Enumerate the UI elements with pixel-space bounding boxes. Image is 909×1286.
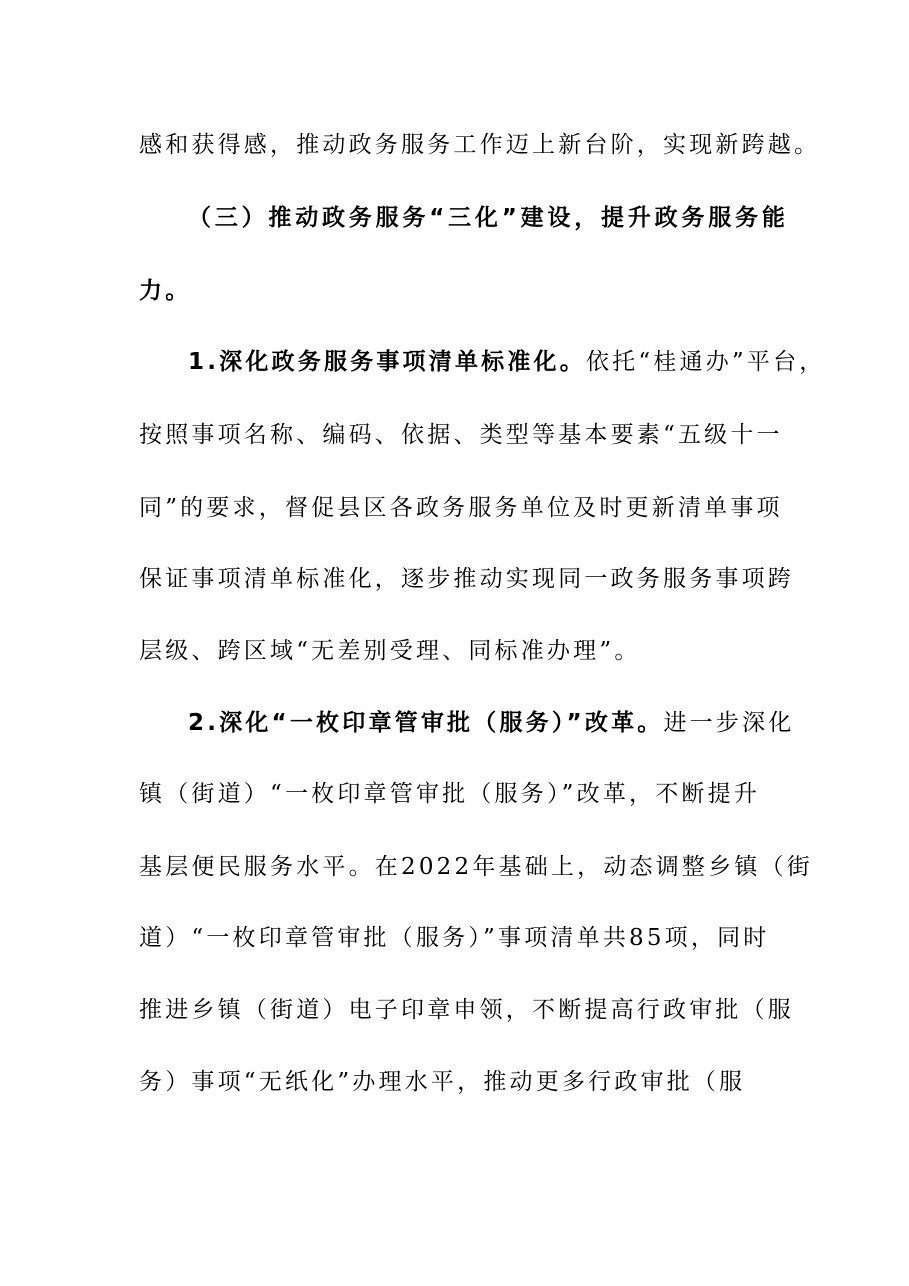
- item-2-text: 进一步深化: [663, 710, 795, 736]
- paragraph-line: 感和获得感，推动政务服务工作迈上新台阶，实现新跨越。: [139, 132, 821, 158]
- item-1-title: 1.深化政务服务事项清单标准化。: [188, 349, 586, 375]
- paragraph-line: 保证事项清单标准化，逐步推动实现同一政务服务事项跨: [139, 566, 794, 592]
- paragraph-line: 务）事项“无纸化”办理水平，推动更多行政审批（服: [139, 1069, 746, 1095]
- paragraph-line: 按照事项名称、编码、依据、类型等基本要素“五级十一: [139, 422, 783, 448]
- section-heading-continued: 力。: [139, 278, 192, 304]
- paragraph-line: 镇（街道）“一枚印章管审批（服务）”改革，不断提升: [139, 781, 761, 807]
- item-2-title: 2.深化“一枚印章管审批（服务）”改革。: [188, 710, 664, 736]
- paragraph-line: 推进乡镇（街道）电子印章申领，不断提高行政审批（服: [139, 997, 794, 1023]
- item-2-first-line: [188, 705, 795, 741]
- paragraph-line: 同”的要求，督促县区各政务服务单位及时更新清单事项: [139, 495, 783, 521]
- paragraph-line: 基层便民服务水平。在2022年基础上，动态调整乡镇（街: [139, 854, 813, 880]
- item-1-first-line: [188, 344, 826, 380]
- item-1-text: 依托“桂通办”平台，: [585, 349, 826, 375]
- paragraph-line: 道）“一枚印章管审批（服务）”事项清单共85项，同时: [139, 925, 770, 951]
- paragraph-line: 层级、跨区域“无差别受理、同标准办理”。: [139, 638, 641, 664]
- section-heading: （三）推动政务服务“三化”建设，提升政务服务能: [188, 205, 789, 231]
